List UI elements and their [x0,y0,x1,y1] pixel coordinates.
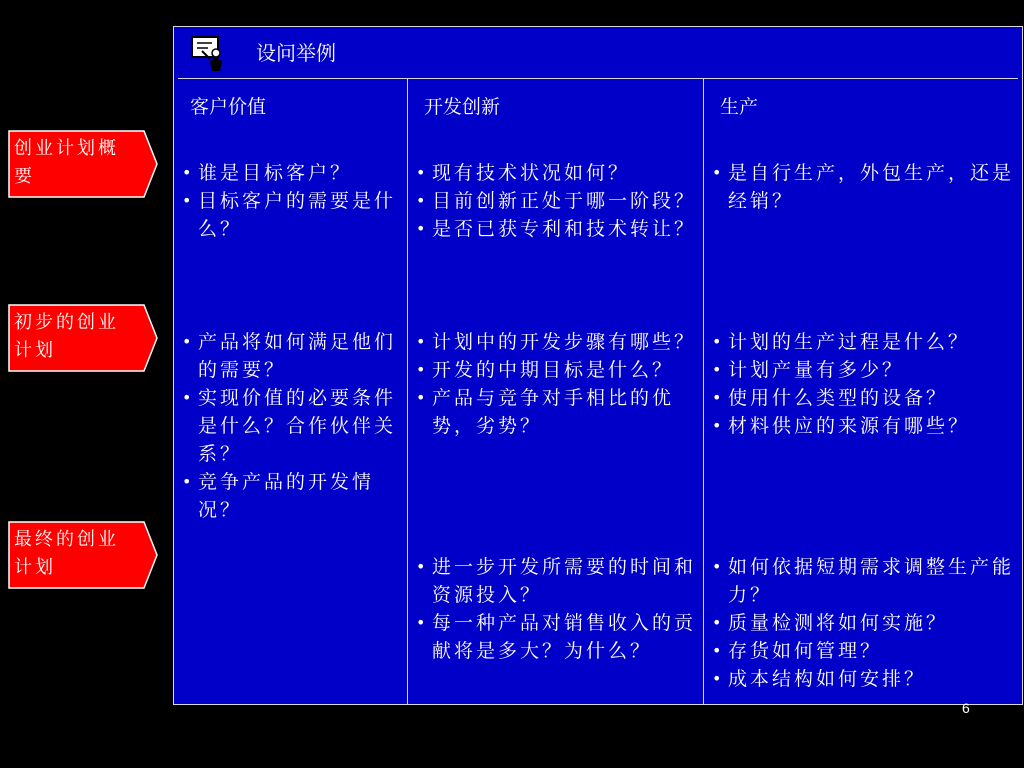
list-item: • 是自行生产，外包生产，还是经销？ [712,159,1016,215]
column-customer-value [174,79,407,704]
bullet-dot-icon: • [712,669,722,688]
list-item: • 成本结构如何安排？ [712,665,1016,693]
side-tab-label: 最终的创业计划 [14,529,119,578]
bullet-group [712,553,1016,693]
bullet-group [416,159,697,243]
list-item: • 产品与竞争对手相比的优势，劣势？ [416,384,697,440]
bullet-group [182,159,401,243]
bullet-dot-icon: • [182,332,192,351]
bullet-dot-icon: • [416,332,426,351]
bullet-dot-icon: • [182,163,192,182]
bullet-dot-icon: • [416,219,426,238]
list-item: • 使用什么类型的设备？ [712,384,1016,412]
list-item: • 如何依据短期需求调整生产能力？ [712,553,1016,609]
side-tab-final[interactable] [8,521,158,589]
column-header: 客户价值 [190,96,267,118]
list-item: • 计划中的开发步骤有哪些？ [416,328,697,356]
side-tab-preliminary[interactable] [8,304,158,372]
list-item: • 目前创新正处于哪一阶段？ [416,187,697,215]
bullet-group [182,328,401,524]
list-item: • 是否已获专利和技术转让？ [416,215,697,243]
column-header: 开发创新 [424,96,501,118]
list-item: • 现有技术状况如何？ [416,159,697,187]
column-production [704,79,1022,704]
list-item: • 计划产量有多少？ [712,356,1016,384]
bullet-dot-icon: • [416,613,426,632]
bullet-dot-icon: • [712,360,722,379]
list-item: • 谁是目标客户？ [182,159,401,187]
column-header: 生产 [720,96,759,118]
bullet-dot-icon: • [416,360,426,379]
list-item: • 计划的生产过程是什么？ [712,328,1016,356]
page-number: 6 [962,700,970,716]
bullet-group [416,328,697,440]
bullet-dot-icon: • [712,613,722,632]
side-tab-label: 初步的创业计划 [14,312,119,361]
bullet-dot-icon: • [712,332,722,351]
side-tab-label: 创业计划概要 [14,138,119,187]
bullet-dot-icon: • [712,416,722,435]
bullet-group [712,159,1016,215]
list-item: • 目标客户的需要是什么？ [182,187,401,243]
list-item: • 竞争产品的开发情况？ [182,468,401,524]
list-item: • 实现价值的必要条件是什么？合作伙伴关系？ [182,384,401,468]
bullet-dot-icon: • [416,163,426,182]
bullet-dot-icon: • [416,191,426,210]
bullet-dot-icon: • [712,388,722,407]
bullet-dot-icon: • [416,557,426,576]
bullet-dot-icon: • [182,191,192,210]
main-panel [173,26,1023,705]
bullet-dot-icon: • [712,641,722,660]
list-item: • 质量检测将如何实施？ [712,609,1016,637]
list-item: • 材料供应的来源有哪些？ [712,412,1016,440]
column-development-innovation [408,79,703,704]
bullet-dot-icon: • [182,388,192,407]
list-item: • 每一种产品对销售收入的贡献将是多大？为什么？ [416,609,697,665]
list-item: • 产品将如何满足他们的需要？ [182,328,401,384]
list-item: • 存货如何管理？ [712,637,1016,665]
side-tab-summary[interactable] [8,130,158,198]
list-item: • 进一步开发所需要的时间和资源投入？ [416,553,697,609]
panel-header [174,27,1022,79]
page-title: 设问举例 [256,41,336,65]
bullet-group [416,553,697,665]
presenter-board-icon [190,35,228,73]
list-item: • 开发的中期目标是什么？ [416,356,697,384]
bullet-group [712,328,1016,440]
bullet-dot-icon: • [416,388,426,407]
bullet-dot-icon: • [712,557,722,576]
bullet-dot-icon: • [182,472,192,491]
bullet-dot-icon: • [712,163,722,182]
